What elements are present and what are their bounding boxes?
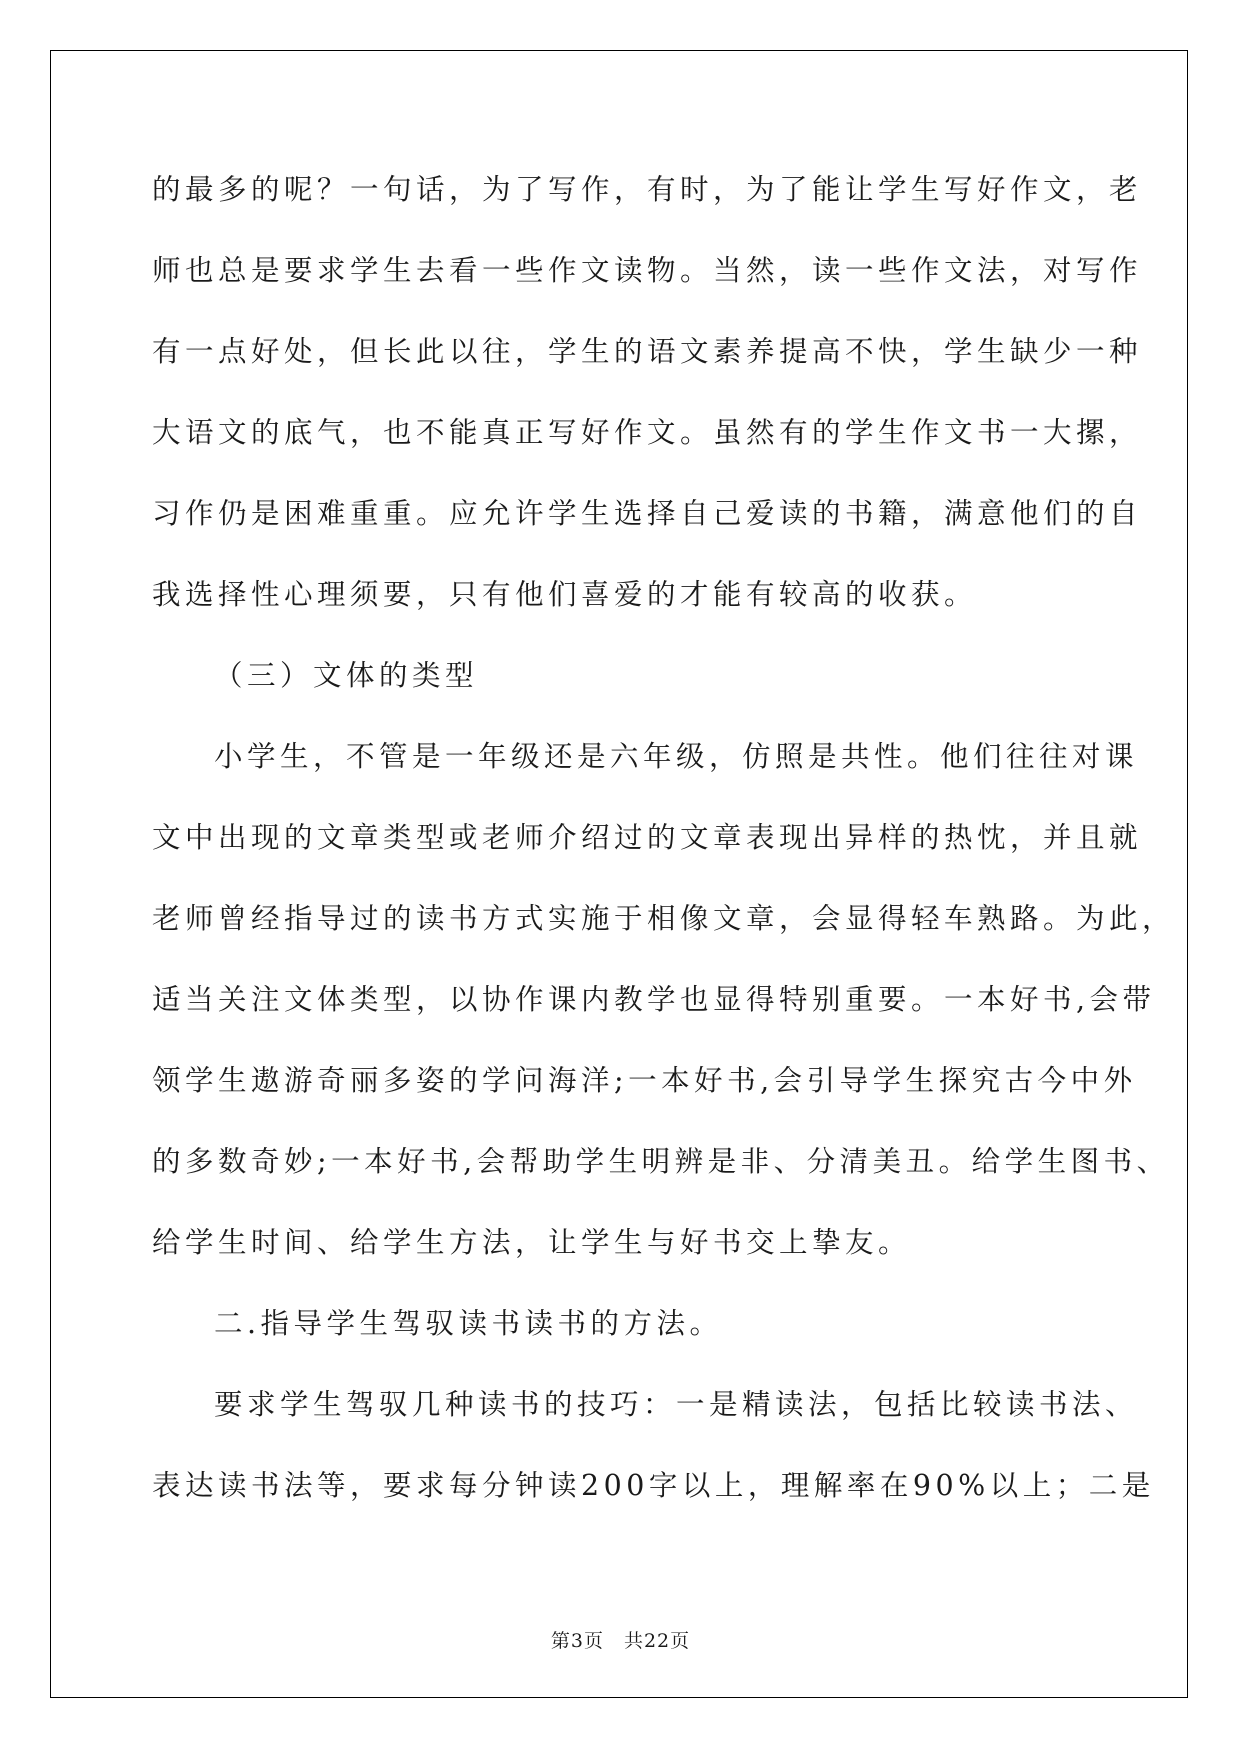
text-line: 给学生时间、给学生方法，让学生与好书交上挚友。 xyxy=(152,1226,912,1259)
section-heading: 二.指导学生驾驭读书读书的方法。 xyxy=(214,1307,723,1340)
text-line: 师也总是要求学生去看一些作文读物。当然，读一些作文法，对写作 xyxy=(152,254,1143,287)
text-line: 适当关注文体类型，以协作课内教学也显得特别重要。一本好书,会带 xyxy=(152,983,1156,1016)
text-line: 我选择性心理须要，只有他们喜爱的才能有较高的收获。 xyxy=(152,578,978,611)
section-heading: （三）文体的类型 xyxy=(214,659,479,692)
page-number-footer: 第3页 共22页 xyxy=(550,1630,691,1652)
text-line: 的多数奇妙;一本好书,会帮助学生明辨是非、分清美丑。给学生图书、 xyxy=(152,1145,1170,1178)
text-line: 习作仍是困难重重。应允许学生选择自己爱读的书籍，满意他们的自 xyxy=(152,497,1143,530)
text-line: 表达读书法等，要求每分钟读200字以上，理解率在90%以上；二是 xyxy=(152,1469,1155,1502)
text-line: 的最多的呢？一句话，为了写作，有时，为了能让学生写好作文，老 xyxy=(152,173,1143,206)
text-line: 老师曾经指导过的读书方式实施于相像文章，会显得轻车熟路。为此， xyxy=(152,902,1176,935)
text-line: 领学生遨游奇丽多姿的学问海洋;一本好书,会引导学生探究古今中外 xyxy=(152,1064,1137,1097)
text-line: 大语文的底气，也不能真正写好作文。虽然有的学生作文书一大摞， xyxy=(152,416,1143,449)
paragraph-start-line: 小学生，不管是一年级还是六年级，仿照是共性。他们往往对课 xyxy=(214,740,1139,773)
document-body xyxy=(152,160,1176,1537)
paragraph-start-line: 要求学生驾驭几种读书的技巧：一是精读法，包括比较读书法、 xyxy=(214,1388,1139,1421)
text-line: 文中出现的文章类型或老师介绍过的文章表现出异样的热忱，并且就 xyxy=(152,821,1143,854)
text-line: 有一点好处，但长此以往，学生的语文素养提高不快，学生缺少一种 xyxy=(152,335,1143,368)
